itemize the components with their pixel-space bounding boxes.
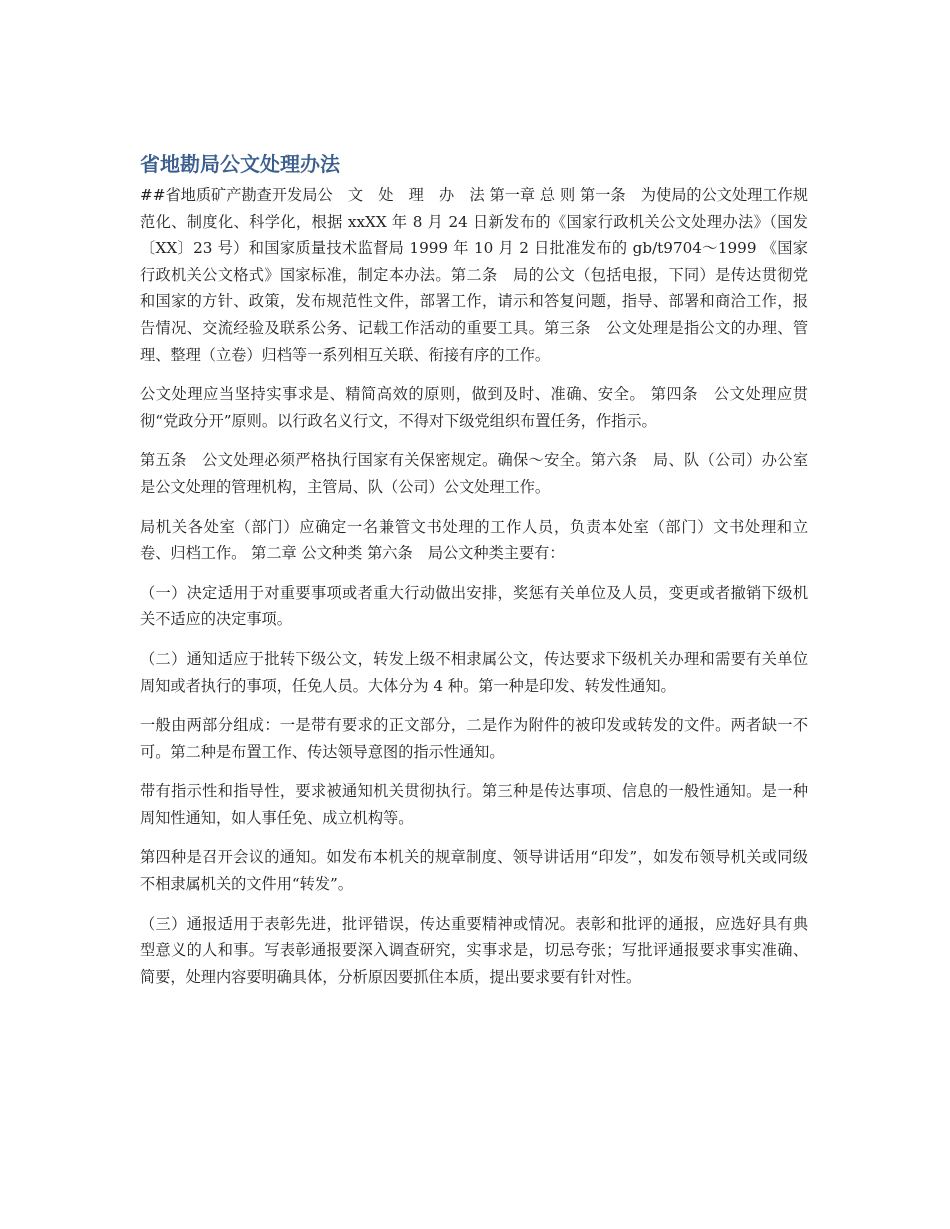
document-title: 省地勘局公文处理办法 [140, 152, 340, 176]
paragraph-7: 一般由两部分组成：一是带有要求的正文部分，二是作为附件的被印发或转发的文件。两者缺一不可。第二种是布置工作、传达领导意图的指示性通知。 [140, 716, 808, 761]
paragraph-4: 局机关各处室（部门）应确定一名兼管文书处理的工作人员，负责本处室（部门）文书处理和立卷、归档工作。 第二章 公文种类 第六条 局公文种类主要有： [140, 517, 808, 563]
paragraph-5: （一）决定适用于对重要事项或者重大行动做出安排，奖惩有关单位及人员，变更或者撤销下级机关不适应的决定事项。 [140, 583, 808, 629]
paragraph-10: （三）通报适用于表彰先进，批评错误，传达重要精神或情况。表彰和批评的通报，应选好具有典型意义的人和事。写表彰通报要深入调查研究，实事求是，切忌夸张；写批评通报要求事实准确、简要，处理内容要明确具体，分析原因要抓住本质，提出要求要有针对性。 [140, 914, 808, 986]
paragraph-1: ##省地质矿产勘查开发局公 文 处 理 办 法 第一章 总 则 第一条 为使局的公文处理工作规范化、制度化、科学化，根据 xxXX 年 8 月 24 日新发布的《国家行政机关公文处理办法》（国发〔XX〕23 号）和国家质量技术监督局 1999 年 10 月 2 日批准发布的 gb/t9704～1999 《国家行政机关公文格式》国家标准，制定本办法。第二条 局的公文（包括电报，下同）是传达贯彻党和国家的方针、政策，发布规范性文件，部署工作，请示和答复问题，指导、部署和商洽工作，报告情况、交流经验及联系公务、记载工作活动的重要工具。第三条 公文处理是指公文的办理、管理、整理（立卷）归档等一系列相互关联、衔接有序的工作。 [140, 186, 808, 364]
paragraph-9: 第四种是召开会议的通知。如发布本机关的规章制度、领导讲话用“印发”，如发布领导机关或同级不相隶属机关的文件用“转发”。 [140, 848, 808, 894]
paragraph-6: （二）通知适应于批转下级公文，转发上级不相隶属公文，传达要求下级机关办理和需要有关单位周知或者执行的事项，任免人员。大体分为 4 种。第一种是印发、转发性通知。 [140, 649, 808, 695]
paragraph-2: 公文处理应当坚持实事求是、精简高效的原则，做到及时、准确、安全。 第四条 公文处理应贯彻“党政分开”原则。以行政名义行文，不得对下级党组织布置任务，作指示。 [140, 385, 808, 430]
document-page [140, 146, 808, 1003]
paragraph-3: 第五条 公文处理必须严格执行国家有关保密规定。确保～安全。第六条 局、队（公司）办公室是公文处理的管理机构，主管局、队（公司）公文处理工作。 [140, 451, 808, 496]
paragraph-8: 带有指示性和指导性，要求被通知机关贯彻执行。第三种是传达事项、信息的一般性通知。是一种周知性通知，如人事任免、成立机构等。 [140, 782, 808, 827]
